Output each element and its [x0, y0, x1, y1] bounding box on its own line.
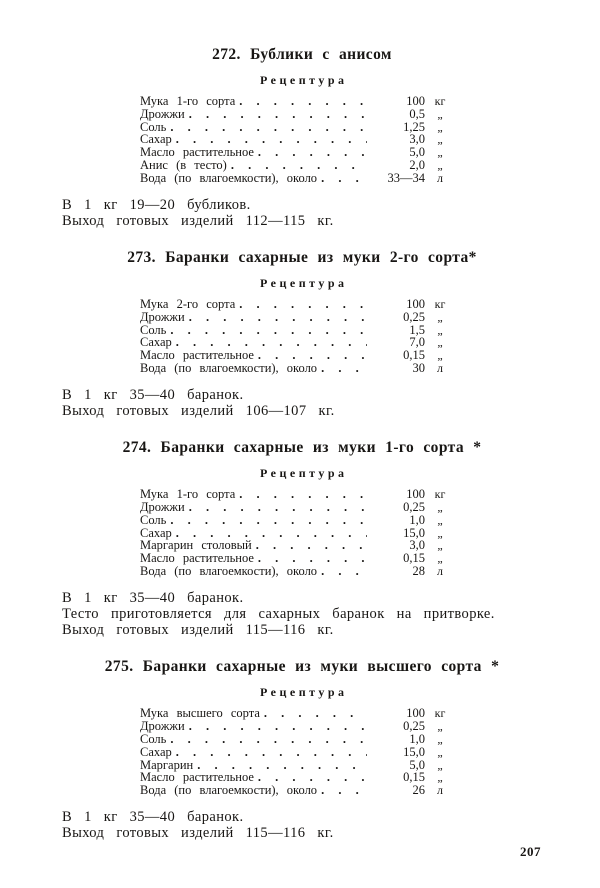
- ingredient-unit: „: [437, 309, 443, 324]
- recipe-table: [140, 707, 455, 797]
- dot-leader: [170, 121, 367, 134]
- ingredient-value: 3,0: [409, 132, 425, 147]
- recipe-section: [62, 440, 542, 638]
- recipe-subtitle: Рецептура: [259, 275, 348, 290]
- ingredient-name: Сахар: [140, 744, 172, 759]
- ingredient-name: Соль: [140, 322, 167, 337]
- ingredient-value: 26: [412, 783, 425, 798]
- ingredient-value: 2,0: [409, 157, 425, 172]
- ingredient-name: Дрожжи: [140, 309, 185, 324]
- recipe-table: [140, 298, 455, 375]
- ingredient-unit: кг: [434, 487, 446, 502]
- ingredient-unit: „: [437, 335, 443, 350]
- ingredient-name: Дрожжи: [140, 719, 185, 734]
- ingredient-name: Мука 2-го сорта: [140, 296, 236, 311]
- ingredient-name: Соль: [140, 731, 167, 746]
- ingredient-value: 5,0: [409, 145, 425, 160]
- ingredient-unit: „: [437, 322, 443, 337]
- recipe-note: Выход готовых изделий 106—107 кг.: [62, 402, 335, 419]
- ingredient-value: 100: [406, 706, 425, 721]
- ingredient-row: [140, 298, 455, 311]
- recipe-subtitle: Рецептура: [259, 466, 348, 481]
- ingredient-row: [140, 733, 455, 746]
- ingredient-value: 1,25: [403, 119, 425, 134]
- ingredient-value: 0,5: [409, 106, 425, 121]
- recipe-notes: [62, 197, 542, 229]
- recipe-title: 275. Баранки сахарные из муки высшего сорта *: [104, 658, 500, 676]
- ingredient-unit: „: [437, 731, 443, 746]
- recipe-note: Выход готовых изделий 115—116 кг.: [62, 825, 334, 842]
- recipe-table: [140, 488, 455, 578]
- ingredient-value: 0,15: [403, 348, 425, 363]
- ingredient-name: Маргарин столовый: [140, 538, 252, 553]
- ingredient-name: Масло растительное: [140, 348, 254, 363]
- ingredient-row: [140, 565, 455, 578]
- ingredient-value: 100: [406, 94, 425, 108]
- recipe-title: 274. Баранки сахарные из муки 1-го сорта *: [122, 439, 482, 457]
- ingredient-name: Масло растительное: [140, 145, 254, 160]
- ingredient-row: [140, 108, 455, 121]
- ingredient-value: 3,0: [409, 538, 425, 553]
- ingredient-unit: „: [437, 512, 443, 527]
- recipe-title: 272. Бублики с анисом: [212, 46, 392, 63]
- ingredient-row: [140, 121, 455, 134]
- dot-leader: [170, 514, 367, 527]
- ingredient-value: 100: [406, 487, 425, 502]
- ingredient-row: [140, 172, 455, 185]
- ingredient-unit: кг: [434, 706, 446, 721]
- ingredient-unit: „: [437, 757, 443, 772]
- ingredient-value: 0,15: [403, 770, 425, 785]
- recipe-note: В 1 кг 35—40 баранок.: [62, 808, 244, 825]
- dot-leader: [189, 501, 367, 514]
- ingredient-value: 100: [406, 296, 425, 311]
- recipe-note: Тесто приготовляется для сахарных баранок на притворке.: [62, 605, 495, 622]
- ingredient-unit: „: [437, 132, 443, 147]
- ingredient-name: Маргарин: [140, 757, 194, 772]
- dot-leader: [264, 707, 367, 720]
- dot-leader: [189, 311, 367, 324]
- dot-leader: [176, 746, 367, 759]
- page-number: 207: [520, 844, 541, 859]
- ingredient-value: 1,0: [409, 512, 425, 527]
- recipe-section: [62, 47, 542, 229]
- recipe-note: Выход готовых изделий 115—116 кг.: [62, 622, 334, 639]
- ingredient-unit: л: [437, 783, 443, 798]
- ingredient-value: 33—34: [387, 170, 425, 185]
- ingredient-value: 0,25: [403, 309, 425, 324]
- recipe-section: [62, 659, 542, 841]
- ingredient-unit: „: [437, 719, 443, 734]
- ingredient-unit: л: [437, 170, 443, 185]
- ingredient-value: 15,0: [403, 744, 425, 759]
- ingredient-row: [140, 746, 455, 759]
- ingredient-value: 15,0: [403, 525, 425, 540]
- recipe-table: [140, 95, 455, 185]
- ingredient-unit: „: [437, 551, 443, 566]
- recipe-subtitle: Рецептура: [259, 685, 348, 700]
- dot-leader: [239, 488, 367, 501]
- ingredient-name: Масло растительное: [140, 551, 254, 566]
- ingredient-unit: „: [437, 106, 443, 121]
- ingredient-row: [140, 324, 455, 337]
- dot-leader: [258, 146, 367, 159]
- ingredient-value: 0,25: [403, 719, 425, 734]
- ingredient-row: [140, 501, 455, 514]
- recipe-notes: [62, 809, 542, 841]
- ingredient-unit: кг: [434, 296, 446, 311]
- recipe-note: В 1 кг 35—40 баранок.: [62, 589, 244, 606]
- ingredient-unit: „: [437, 157, 443, 172]
- page-content: [62, 47, 542, 841]
- ingredient-unit: „: [437, 770, 443, 785]
- ingredient-name: Сахар: [140, 132, 172, 147]
- ingredient-value: 1,5: [409, 322, 425, 337]
- ingredient-unit: „: [437, 499, 443, 514]
- dot-leader: [170, 733, 367, 746]
- recipe-notes: [62, 387, 542, 419]
- ingredient-row: [140, 159, 455, 172]
- recipe-section: [62, 250, 542, 419]
- recipe-note: В 1 кг 35—40 баранок.: [62, 386, 244, 403]
- dot-leader: [239, 95, 367, 108]
- ingredient-value: 28: [412, 563, 425, 578]
- dot-leader: [239, 298, 367, 311]
- recipe-title: 273. Баранки сахарные из муки 2-го сорта*: [127, 248, 477, 266]
- ingredient-name: Масло растительное: [140, 770, 254, 785]
- ingredient-name: Вода (по влагоемкости), около: [140, 783, 318, 798]
- ingredient-value: 7,0: [409, 335, 425, 350]
- ingredient-name: Соль: [140, 512, 167, 527]
- ingredient-unit: „: [437, 348, 443, 363]
- ingredient-name: Соль: [140, 119, 167, 134]
- recipe-notes: [62, 590, 542, 639]
- dot-leader: [321, 362, 367, 375]
- ingredient-value: 1,0: [409, 731, 425, 746]
- ingredient-unit: „: [437, 145, 443, 160]
- ingredient-unit: „: [437, 538, 443, 553]
- ingredient-name: Вода (по влагоемкости), около: [140, 563, 318, 578]
- ingredient-value: 0,15: [403, 551, 425, 566]
- dot-leader: [189, 720, 367, 733]
- ingredient-name: Сахар: [140, 525, 172, 540]
- ingredient-name: Анис (в тесто): [140, 157, 227, 172]
- ingredient-unit: кг: [434, 94, 446, 108]
- ingredient-name: Вода (по влагоемкости), около: [140, 360, 318, 375]
- ingredient-row: [140, 514, 455, 527]
- ingredient-value: 30: [412, 360, 425, 375]
- ingredient-value: 0,25: [403, 499, 425, 514]
- dot-leader: [321, 784, 367, 797]
- ingredient-unit: л: [437, 563, 443, 578]
- ingredient-name: Вода (по влагоемкости), около: [140, 170, 318, 185]
- ingredient-row: [140, 720, 455, 733]
- ingredient-name: Мука 1-го сорта: [140, 487, 236, 502]
- ingredient-row: [140, 784, 455, 797]
- recipe-note: В 1 кг 19—20 бубликов.: [62, 196, 251, 213]
- dot-leader: [321, 565, 367, 578]
- dot-leader: [170, 324, 367, 337]
- ingredient-unit: л: [437, 360, 443, 375]
- ingredient-name: Дрожжи: [140, 106, 185, 121]
- ingredient-unit: „: [437, 744, 443, 759]
- ingredient-name: Мука 1-го сорта: [140, 94, 236, 108]
- ingredient-row: [140, 362, 455, 375]
- ingredient-name: Мука высшего сорта: [140, 706, 260, 721]
- dot-leader: [256, 539, 367, 552]
- ingredient-unit: „: [437, 525, 443, 540]
- dot-leader: [189, 108, 367, 121]
- ingredient-row: [140, 95, 455, 108]
- ingredient-name: Сахар: [140, 335, 172, 350]
- ingredient-row: [140, 311, 455, 324]
- dot-leader: [321, 172, 367, 185]
- recipe-note: Выход готовых изделий 112—115 кг.: [62, 212, 334, 229]
- dot-leader: [231, 159, 367, 172]
- ingredient-name: Дрожжи: [140, 499, 185, 514]
- ingredient-unit: „: [437, 119, 443, 134]
- ingredient-value: 5,0: [409, 757, 425, 772]
- recipe-subtitle: Рецептура: [259, 73, 348, 87]
